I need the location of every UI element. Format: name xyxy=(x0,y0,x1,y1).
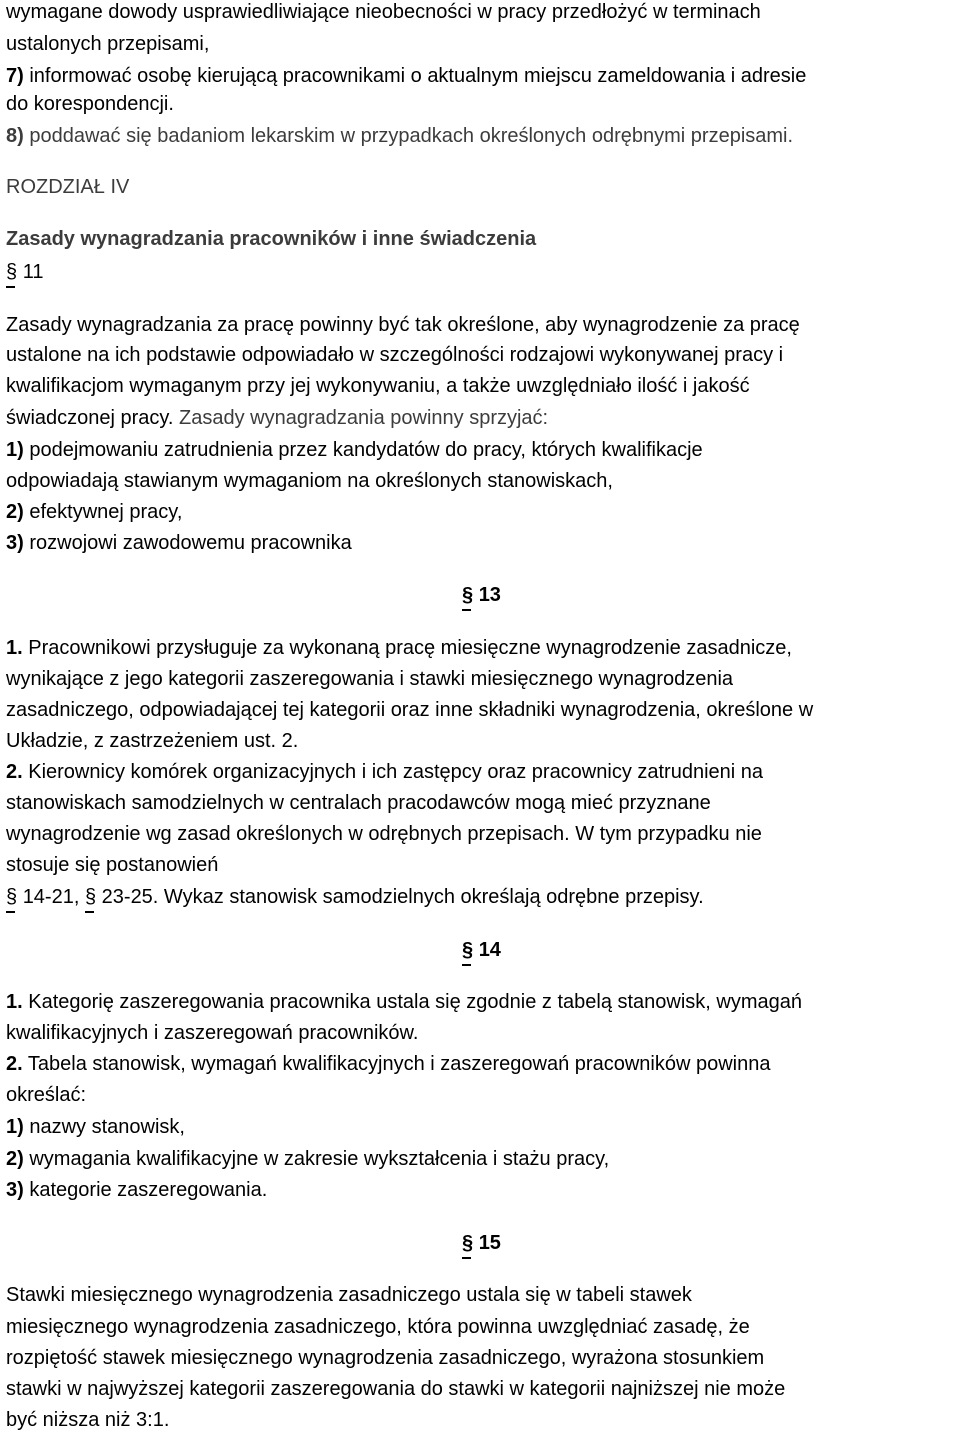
text-line xyxy=(6,408,548,428)
item-number: 2. xyxy=(6,1053,23,1075)
section-number: 11 xyxy=(22,261,44,283)
item-number: 8) xyxy=(6,125,24,147)
chapter-title: Zasady wynagradzania pracowników i inne świadczenia xyxy=(6,228,537,250)
text-line: odpowiadają stawianym wymaganiom na określonych stanowiskach, xyxy=(6,470,613,492)
item-text: Tabela stanowisk, wymagań kwalifikacyjnych i zaszeregowań pracowników powinna xyxy=(22,1053,771,1075)
text-line: rozpiętość stawek miesięcznego wynagrodzenia zasadniczego, wyrażona stosunkiem xyxy=(6,1347,765,1369)
list-item xyxy=(6,502,182,522)
section-11-heading xyxy=(6,262,43,282)
list-item xyxy=(6,762,763,782)
item-number: 2. xyxy=(6,761,23,783)
item-text: Pracownikowi przysługuje za wykonaną pracę miesięczne wynagrodzenie zasadnicze, xyxy=(22,637,792,659)
text-line: wynagrodzenie wg zasad określonych w odrębnych przepisach. W tym przypadku nie xyxy=(6,823,762,845)
text-line: stanowiskach samodzielnych w centralach pracodawców mogą mieć przyznane xyxy=(6,792,711,814)
item-text: wymagania kwalifikacyjne w zakresie wykształcenia i stażu pracy, xyxy=(23,1148,610,1170)
text-segment: Zasady wynagradzania powinny sprzyjać: xyxy=(173,407,549,429)
section-symbol: § xyxy=(84,886,97,908)
item-text: kategorie zaszeregowania. xyxy=(23,1179,268,1201)
item-text: informować osobę kierującą pracownikami o aktualnym miejscu zameldowania i adresie xyxy=(23,65,807,87)
item-text: Kierownicy komórek organizacyjnych i ich zastępcy oraz pracownicy zatrudnieni na xyxy=(22,761,764,783)
text-line: Układzie, z zastrzeżeniem ust. 2. xyxy=(6,730,299,752)
text-segment: świadczonej pracy. xyxy=(6,407,174,429)
text-line: Stawki miesięcznego wynagrodzenia zasadniczego ustala się w tabeli stawek xyxy=(6,1284,692,1306)
section-15-heading xyxy=(462,1233,501,1253)
section-number: 15 xyxy=(478,1232,501,1254)
list-item xyxy=(6,1180,267,1200)
list-item xyxy=(6,1117,185,1137)
section-ref: 23-25. xyxy=(101,886,159,908)
section-symbol: § xyxy=(6,261,18,283)
section-number: 13 xyxy=(478,584,501,606)
item-text: efektywnej pracy, xyxy=(23,501,183,523)
section-14-heading xyxy=(462,940,501,960)
list-item xyxy=(6,638,792,658)
section-ref: 14-21, xyxy=(22,886,80,908)
section-symbol: § xyxy=(462,584,474,606)
item-number: 7) xyxy=(6,65,24,87)
text-line: wynikające z jego kategorii zaszeregowania i stawki miesięcznego wynagrodzenia xyxy=(6,668,734,690)
section-references xyxy=(6,887,704,907)
section-13-heading xyxy=(462,585,501,605)
text-segment: Wykaz stanowisk samodzielnych określają odrębne przepisy. xyxy=(158,886,704,908)
item-number: 2) xyxy=(6,501,24,523)
section-symbol: § xyxy=(462,939,474,961)
text-line: ustalonych przepisami, xyxy=(6,33,210,55)
list-item xyxy=(6,66,806,86)
item-text: rozwojowi zawodowemu pracownika xyxy=(23,532,352,554)
text-line: do korespondencji. xyxy=(6,93,174,115)
text-line: ustalone na ich podstawie odpowiadało w szczególności rodzajowi wykonywanej pracy i xyxy=(6,344,784,366)
text-line: stosuje się postanowień xyxy=(6,854,219,876)
item-number: 3) xyxy=(6,532,24,554)
text-line: określać: xyxy=(6,1084,87,1106)
list-item xyxy=(6,1149,609,1169)
item-number: 1) xyxy=(6,439,24,461)
item-text: podejmowaniu zatrudnienia przez kandydatów do pracy, których kwalifikacje xyxy=(23,439,703,461)
list-item xyxy=(6,533,352,553)
item-number: 1. xyxy=(6,637,23,659)
item-number: 3) xyxy=(6,1179,24,1201)
list-item xyxy=(6,440,703,460)
item-text: poddawać się badaniom lekarskim w przypadkach określonych odrębnymi przepisami. xyxy=(23,125,794,147)
text-line: wymagane dowody usprawiedliwiające nieobecności w pracy przedłożyć w terminach xyxy=(6,1,761,23)
item-text: nazwy stanowisk, xyxy=(23,1116,185,1138)
item-number: 1) xyxy=(6,1116,24,1138)
chapter-heading: ROZDZIAŁ IV xyxy=(6,176,130,198)
item-number: 2) xyxy=(6,1148,24,1170)
section-symbol: § xyxy=(6,886,18,908)
text-line: Zasady wynagradzania za pracę powinny być tak określone, aby wynagrodzenie za pracę xyxy=(6,314,800,336)
text-line: być niższa niż 3:1. xyxy=(6,1409,170,1431)
text-line: miesięcznego wynagrodzenia zasadniczego, która powinna uwzględniać zasadę, że xyxy=(6,1316,750,1338)
list-item xyxy=(6,992,802,1012)
text-line: stawki w najwyższej kategorii zaszeregowania do stawki w kategorii najniższej nie może xyxy=(6,1378,786,1400)
text-line: kwalifikacyjnych i zaszeregowań pracowników. xyxy=(6,1022,419,1044)
list-item xyxy=(6,126,793,146)
list-item xyxy=(6,1054,770,1074)
item-number: 1. xyxy=(6,991,23,1013)
section-number: 14 xyxy=(478,939,501,961)
section-symbol: § xyxy=(462,1232,474,1254)
item-text: Kategorię zaszeregowania pracownika ustala się zgodnie z tabelą stanowisk, wymagań xyxy=(22,991,803,1013)
text-line: zasadniczego, odpowiadającej tej kategorii oraz inne składniki wynagrodzenia, określone w xyxy=(6,699,814,721)
text-line: kwalifikacjom wymaganym przy jej wykonywaniu, a także uwzględniało ilość i jakość xyxy=(6,375,750,397)
